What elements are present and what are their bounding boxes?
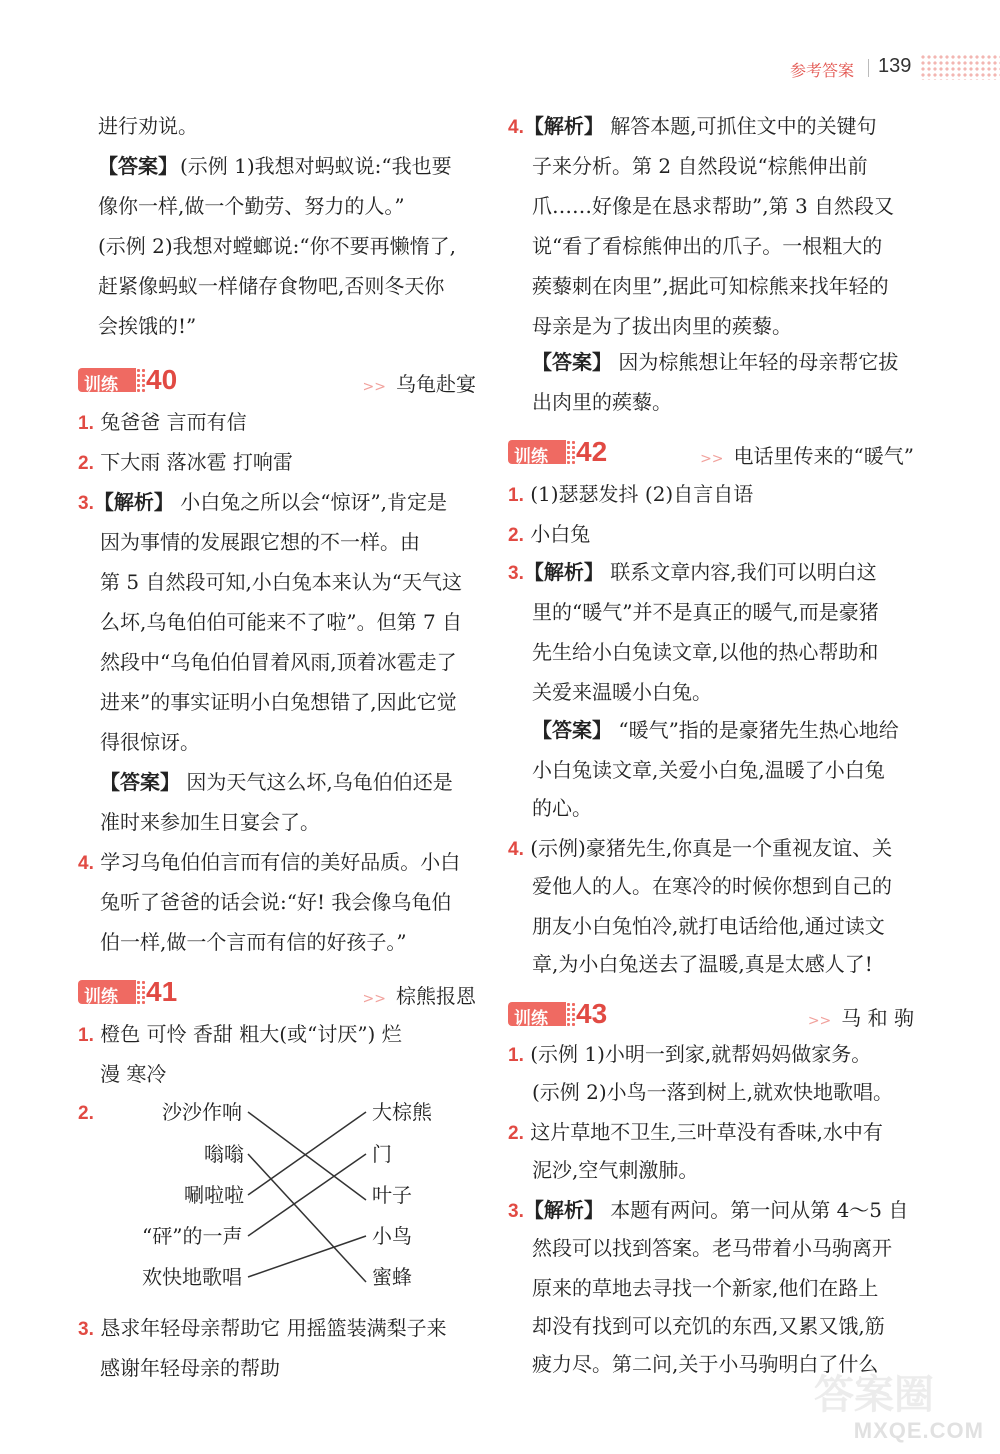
answer-line: 感谢年轻母亲的帮助 bbox=[100, 1356, 280, 1380]
analysis-line: 么坏,乌龟伯伯可能来不了啦”。但第 7 自 bbox=[100, 610, 463, 634]
question-2: 2. 小白兔 bbox=[508, 522, 591, 546]
match-right-item: 大棕熊 bbox=[372, 1100, 432, 1124]
badge-dots bbox=[136, 368, 146, 392]
analysis-line: 因为事情的发展跟它想的不一样。由 bbox=[100, 530, 420, 554]
page-header bbox=[700, 52, 1000, 84]
watermark bbox=[794, 1372, 994, 1450]
match-line bbox=[248, 1154, 366, 1282]
header-label: 参考答案 bbox=[790, 61, 855, 80]
analysis-line: 却没有找到可以充饥的东西,又累又饿,筋 bbox=[532, 1314, 885, 1338]
training-41-header bbox=[78, 976, 488, 1008]
answer-line: (示例 2)我想对螳螂说:“你不要再懒惰了, bbox=[98, 234, 457, 258]
match-left-item: 欢快地歌唱 bbox=[142, 1265, 242, 1289]
match-left-item: 唰啦啦 bbox=[184, 1183, 244, 1207]
training-title: >> 电话里传来的“暖气” bbox=[700, 444, 914, 468]
training-number: 40 bbox=[146, 364, 178, 395]
match-left-item: 嗡嗡 bbox=[204, 1142, 244, 1166]
badge-dots bbox=[566, 1002, 576, 1026]
header-divider bbox=[868, 59, 869, 77]
question-4: 4.【解析】 解答本题,可抓住文中的关键句 bbox=[508, 114, 877, 138]
analysis-line: 然段可以找到答案。老马带着小马驹离开 bbox=[532, 1236, 892, 1260]
analysis-line: 第 5 自然段可知,小白兔本来认为“天气这 bbox=[100, 570, 463, 594]
answer-line: 漫 寒冷 bbox=[100, 1062, 167, 1086]
answer-line: 【答案】 “暖气”指的是豪猪先生热心地给 bbox=[532, 718, 899, 742]
question-1: 1. 橙色 可怜 香甜 粗大(或“讨厌”) 烂 bbox=[78, 1022, 402, 1046]
analysis-line: 先生给小白兔读文章,以他的热心帮助和 bbox=[532, 640, 879, 664]
answer-line: 准时来参加生日宴会了。 bbox=[100, 810, 320, 834]
question-3: 3.【解析】 小白兔之所以会“惊讶”,肯定是 bbox=[78, 490, 448, 514]
analysis-line: 母亲是为了拔出肉里的蒺藜。 bbox=[532, 314, 792, 338]
training-43-header bbox=[508, 998, 918, 1030]
analysis-line: 疲力尽。第二问,关于小马驹明白了什么 bbox=[532, 1352, 879, 1376]
answer-line: 小白兔读文章,关爱小白兔,温暖了小白兔 bbox=[532, 758, 885, 782]
training-title: >> 乌龟赴宴 bbox=[362, 372, 476, 396]
watermark-logo-text: 答案圈 bbox=[814, 1372, 934, 1418]
training-number: 43 bbox=[576, 998, 608, 1029]
answer-line: 赶紧像蚂蚁一样储存食物吧,否则冬天你 bbox=[98, 274, 445, 298]
analysis-line: 蒺藜刺在肉里”,据此可知棕熊来找年轻的 bbox=[532, 274, 889, 298]
training-badge: 训练 bbox=[508, 440, 566, 464]
question-1: 1. (1)瑟瑟发抖 (2)自言自语 bbox=[508, 482, 754, 506]
page-number: 139 bbox=[878, 55, 912, 77]
question-3: 3.【解析】 联系文章内容,我们可以明白这 bbox=[508, 560, 877, 584]
match-right-item: 叶子 bbox=[372, 1183, 412, 1207]
match-right-item: 小鸟 bbox=[372, 1224, 412, 1248]
badge-dots bbox=[566, 440, 576, 464]
answer-line: (示例 1)我想对蚂蚁说:“我也要 bbox=[180, 154, 452, 178]
answer-label: 【答案】 bbox=[98, 154, 178, 178]
question-2: 2. 下大雨 落冰雹 打响雷 bbox=[78, 450, 293, 474]
badge-dots bbox=[136, 980, 146, 1004]
training-badge: 训练 bbox=[78, 368, 136, 392]
analysis-line: 原来的草地去寻找一个新家,他们在路上 bbox=[532, 1276, 879, 1300]
answer-line: 伯一样,做一个言而有信的好孩子。” bbox=[100, 930, 407, 954]
analysis-line: 子来分析。第 2 自然段说“棕熊伸出前 bbox=[532, 154, 868, 178]
intro-line: 进行劝说。 bbox=[98, 114, 198, 138]
training-number: 42 bbox=[576, 436, 608, 467]
answer-line: 【答案】 因为天气这么坏,乌龟伯伯还是 bbox=[100, 770, 453, 794]
question-2-number: 2. bbox=[78, 1103, 94, 1124]
analysis-line: 进来”的事实证明小白兔想错了,因此它觉 bbox=[100, 690, 457, 714]
matching-lines bbox=[78, 1090, 488, 1290]
answer-line: 出肉里的蒺藜。 bbox=[532, 390, 672, 414]
question-3: 3. 恳求年轻母亲帮助它 用摇篮装满梨子来 bbox=[78, 1316, 447, 1340]
question-2: 2. 这片草地不卫生,三叶草没有香味,水中有 bbox=[508, 1120, 883, 1144]
training-title: >> 棕熊报恩 bbox=[362, 984, 476, 1008]
match-line bbox=[248, 1236, 366, 1277]
answer-line: 泥沙,空气刺激肺。 bbox=[532, 1158, 699, 1182]
question-1: 1. 兔爸爸 言而有信 bbox=[78, 410, 247, 434]
question-3: 3.【解析】 本题有两问。第一问从第 4～5 自 bbox=[508, 1198, 909, 1222]
match-left-item: 沙沙作响 bbox=[162, 1100, 242, 1124]
question-4: 4. 学习乌龟伯伯言而有信的美好品质。小白 bbox=[78, 850, 461, 874]
watermark-url: MXQE.COM bbox=[853, 1418, 984, 1443]
match-right-item: 门 bbox=[372, 1142, 392, 1166]
question-4: 4. (示例)豪猪先生,你真是一个重视友谊、关 bbox=[508, 836, 893, 860]
answer-line: 章,为小白兔送去了温暖,真是太感人了! bbox=[532, 952, 873, 976]
answer-line: 爱他人的人。在寒冷的时候你想到自己的 bbox=[532, 874, 892, 898]
training-42-header bbox=[508, 436, 918, 468]
analysis-line: 关爱来温暖小白兔。 bbox=[532, 680, 712, 704]
question-1: 1. (示例 1)小明一到家,就帮妈妈做家务。 bbox=[508, 1042, 872, 1066]
answer-line: (示例 2)小鸟一落到树上,就欢快地歌唱。 bbox=[532, 1080, 894, 1104]
analysis-line: 爪……好像是在恳求帮助”,第 3 自然段又 bbox=[532, 194, 895, 218]
training-40-header bbox=[78, 364, 488, 396]
answer-line: 【答案】 因为棕熊想让年轻的母亲帮它拔 bbox=[532, 350, 899, 374]
analysis-line: 然段中“乌龟伯伯冒着风雨,顶着冰雹走了 bbox=[100, 650, 457, 674]
match-right-item: 蜜蜂 bbox=[372, 1265, 412, 1289]
match-left-item: “砰”的一声 bbox=[142, 1224, 243, 1248]
header-dot-pattern bbox=[920, 54, 1000, 80]
training-badge: 训练 bbox=[508, 1002, 566, 1026]
match-line bbox=[248, 1154, 366, 1236]
analysis-line: 说“看了看棕熊伸出的爪子。一根粗大的 bbox=[532, 234, 883, 258]
training-number: 41 bbox=[146, 976, 178, 1007]
analysis-line: 里的“暖气”并不是真正的暖气,而是豪猪 bbox=[532, 600, 879, 624]
training-badge: 训练 bbox=[78, 980, 136, 1004]
answer-line: 的心。 bbox=[532, 796, 592, 820]
answer-line: 像你一样,做一个勤劳、努力的人。” bbox=[98, 194, 405, 218]
answer-line: 朋友小白兔怕冷,就打电话给他,通过读文 bbox=[532, 914, 885, 938]
answer-line: 兔听了爸爸的话会说:“好! 我会像乌龟伯 bbox=[100, 890, 452, 914]
analysis-line: 得很惊讶。 bbox=[100, 730, 200, 754]
answer-line: 会挨饿的!” bbox=[98, 314, 197, 338]
training-title: >> 马 和 驹 bbox=[807, 1006, 914, 1030]
